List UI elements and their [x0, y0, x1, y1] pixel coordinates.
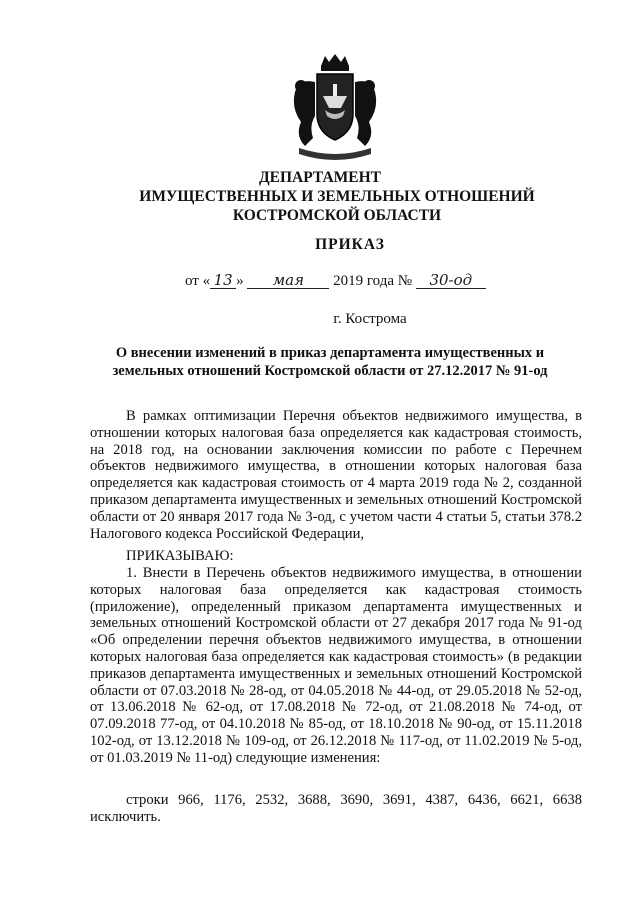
coat-of-arms-emblem [281, 52, 389, 164]
order-word: ПРИКАЗЫВАЮ: [126, 548, 234, 564]
preamble-paragraph [90, 408, 582, 542]
department-line-2: ИМУЩЕСТВЕННЫХ И ЗЕМЕЛЬНЫХ ОТНОШЕНИЙ [139, 188, 535, 205]
subject-line-1: О внесении изменений в приказ департамента имущественных и [115, 345, 545, 361]
order-word-paragraph [90, 548, 582, 565]
department-line-1: ДЕПАРТАМЕНТ [258, 169, 382, 186]
date-prefix: от « [185, 273, 211, 289]
number-label: № [397, 273, 413, 289]
item-1-text: 1. Внести в Перечень объектов недвижимого имущества, в отношении которых налоговая база определяется как кадастровая стоимость (приложение), определенный приказом департамента имущественных и земельных отношений Костромской области от 27 декабря 2017 года № 91-од «Об определении перечня объектов недвижимого имущества, в отношении которых налоговая база определяется как кадастровая стоимость» (в редакции приказов департамента имущественных и земельных отношений Костромской области от 07.03.2018 № 28-од, от 04.05.2018 № 44-од, от 29.05.2018 № 52-од, от 13.06.2018 № 62-од, от 17.08.2018 № 72-од, от 21.08.2018 № 74-од, от 07.09.2018 77-од, от 04.10.2018 № 85-од, от 18.10.2018 № 90-од, от 15.11.2018 102-од, от 13.12.2018 № 109-од, от 26.12.2018 № 117-од, от 11.02.2019 № 5-од, от 01.03.2019 № 11-од) следующие изменения: [90, 565, 582, 766]
handwritten-number: 30-од [416, 272, 486, 289]
preamble-text: В рамках оптимизации Перечня объектов недвижимого имущества, в отношении которых налоговая база определяется как кадастровая стоимость, на 2018 год, на основании заключения комиссии по работе с Перечнем объектов недвижимого имущества, в отношении которых налоговая база определяется как кадастровая стоимость от 4 марта 2019 года № 2, созданной приказом департамента имущественных и земельных отношений Костромской области от 20 января 2017 года № 3-од, с учетом части 4 статьи 5, статьи 378.2 Налогового кодекса Российской Федерации, [90, 408, 582, 542]
item-1-paragraph [90, 565, 582, 767]
handwritten-day: 13 [210, 272, 236, 289]
handwritten-month: мая [247, 272, 329, 289]
order-title: ПРИКАЗ [315, 236, 385, 253]
order-date-line [185, 272, 486, 290]
subject-line-2: земельных отношений Костромской области от 27.12.2017 № 91-од [112, 363, 548, 379]
rows-clause-paragraph [90, 792, 582, 826]
date-year: 2019 года [333, 273, 394, 289]
rows-clause-text: строки 966, 1176, 2532, 3688, 3690, 3691, 4387, 6436, 6621, 6638 исключить. [90, 792, 582, 825]
date-mid: » [236, 273, 244, 289]
order-subject [100, 344, 560, 380]
department-line-3: КОСТРОМСКОЙ ОБЛАСТИ [232, 207, 442, 224]
city-name: г. Кострома [333, 311, 407, 327]
